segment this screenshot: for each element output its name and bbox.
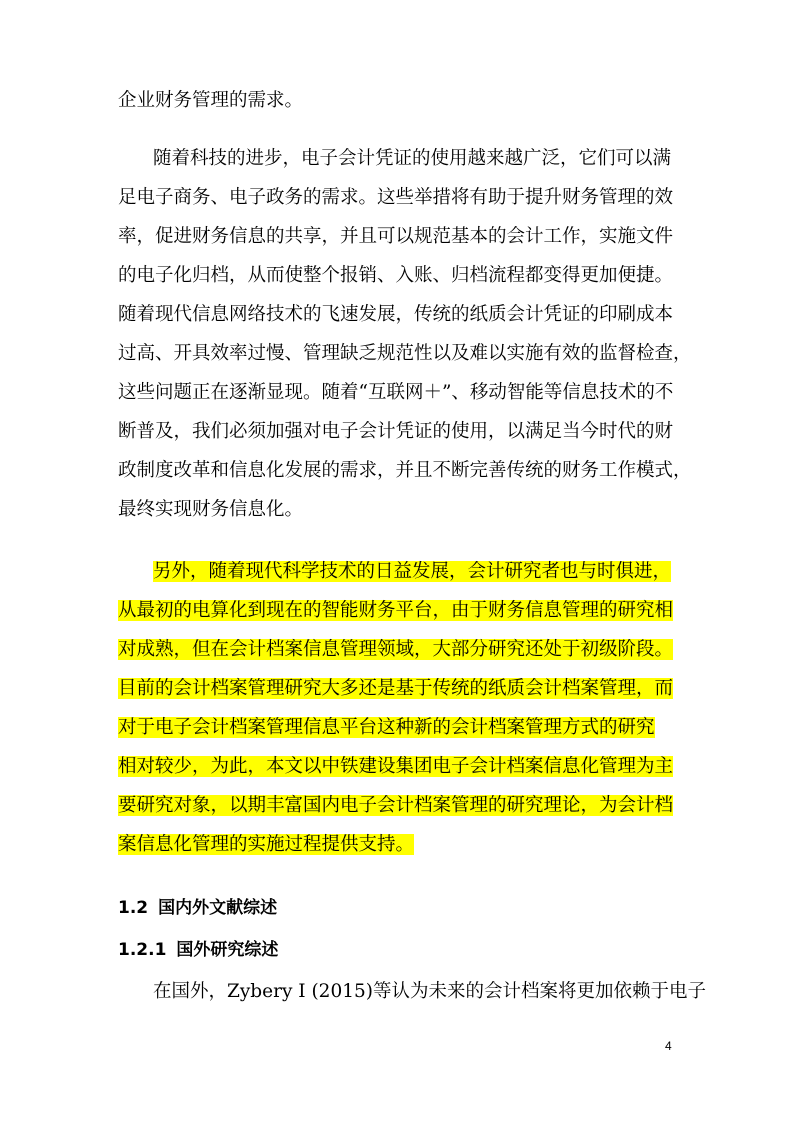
- text-line: 率，促进财务信息的共享，并且可以规范基本的会计工作，实施文件: [118, 226, 674, 247]
- highlighted-text-line: [118, 714, 655, 742]
- text-line: 断普及，我们必须加强对电子会计凭证的使用，以满足当今时代的财: [118, 421, 674, 442]
- highlight-span: 从最初的电算化到现在的智能财务平台，由于财务信息管理的研究相: [118, 600, 674, 621]
- section-heading: [118, 894, 277, 922]
- highlight-span: 相对较少，为此，本文以中铁建设集团电子会计档案信息化管理为主: [118, 756, 674, 777]
- highlighted-text-line: [118, 636, 673, 664]
- text-line: 政制度改革和信息化发展的需求，并且不断完善传统的财务工作模式，: [118, 460, 692, 481]
- highlight-span: 对成熟，但在会计档案信息管理领域，大部分研究还处于初级阶段。: [118, 639, 674, 660]
- highlighted-text-line: [118, 831, 414, 859]
- highlight-span: 要研究对象，以期丰富国内电子会计档案管理的研究理论，为会计档: [118, 795, 674, 816]
- page-number: 4: [665, 1039, 672, 1053]
- text-line: 这些问题正在逐渐显现。随着“互联网＋”、移动智能等信息技术的不: [118, 382, 674, 403]
- text-line: 随着科技的进步，电子会计凭证的使用越来越广泛，它们可以满: [153, 148, 672, 169]
- highlighted-text-line: [153, 558, 671, 586]
- text-line: 在国外，Zybery I (2015)等认为未来的会计档案将更加依赖于电子: [153, 981, 706, 1002]
- text-line: 随着现代信息网络技术的飞速发展，传统的纸质会计凭证的印刷成本: [118, 304, 674, 325]
- text-line: 企业财务管理的需求。: [118, 90, 304, 111]
- text-line: 过高、开具效率过慢、管理缺乏规范性以及难以实施有效的监督检查，: [118, 343, 692, 364]
- text-line: 的电子化归档，从而使整个报销、入账、归档流程都变得更加便捷。: [118, 265, 674, 286]
- section-number: 1.2: [118, 898, 149, 918]
- text-line: 最终实现财务信息化。: [118, 499, 304, 520]
- section-title: 国内外文献综述: [158, 898, 278, 918]
- subsection-heading: [118, 936, 278, 964]
- text-line: 足电子商务、电子政务的需求。这些举措将有助于提升财务管理的效: [118, 187, 674, 208]
- highlighted-text-line: [118, 597, 673, 625]
- highlight-span: 案信息化管理的实施过程提供支持。: [118, 834, 415, 855]
- highlight-span: 对于电子会计档案管理信息平台这种新的会计档案管理方式的研究: [118, 717, 655, 738]
- subsection-title: 国外研究综述: [176, 940, 279, 960]
- highlighted-text-line: [118, 753, 673, 781]
- highlight-span: 另外，随着现代科学技术的日益发展，会计研究者也与时俱进，: [153, 561, 672, 582]
- highlight-span: 目前的会计档案管理研究大多还是基于传统的纸质会计档案管理，而: [118, 678, 674, 699]
- highlighted-text-line: [118, 792, 673, 820]
- subsection-number: 1.2.1: [118, 940, 167, 960]
- highlighted-text-line: [118, 675, 673, 703]
